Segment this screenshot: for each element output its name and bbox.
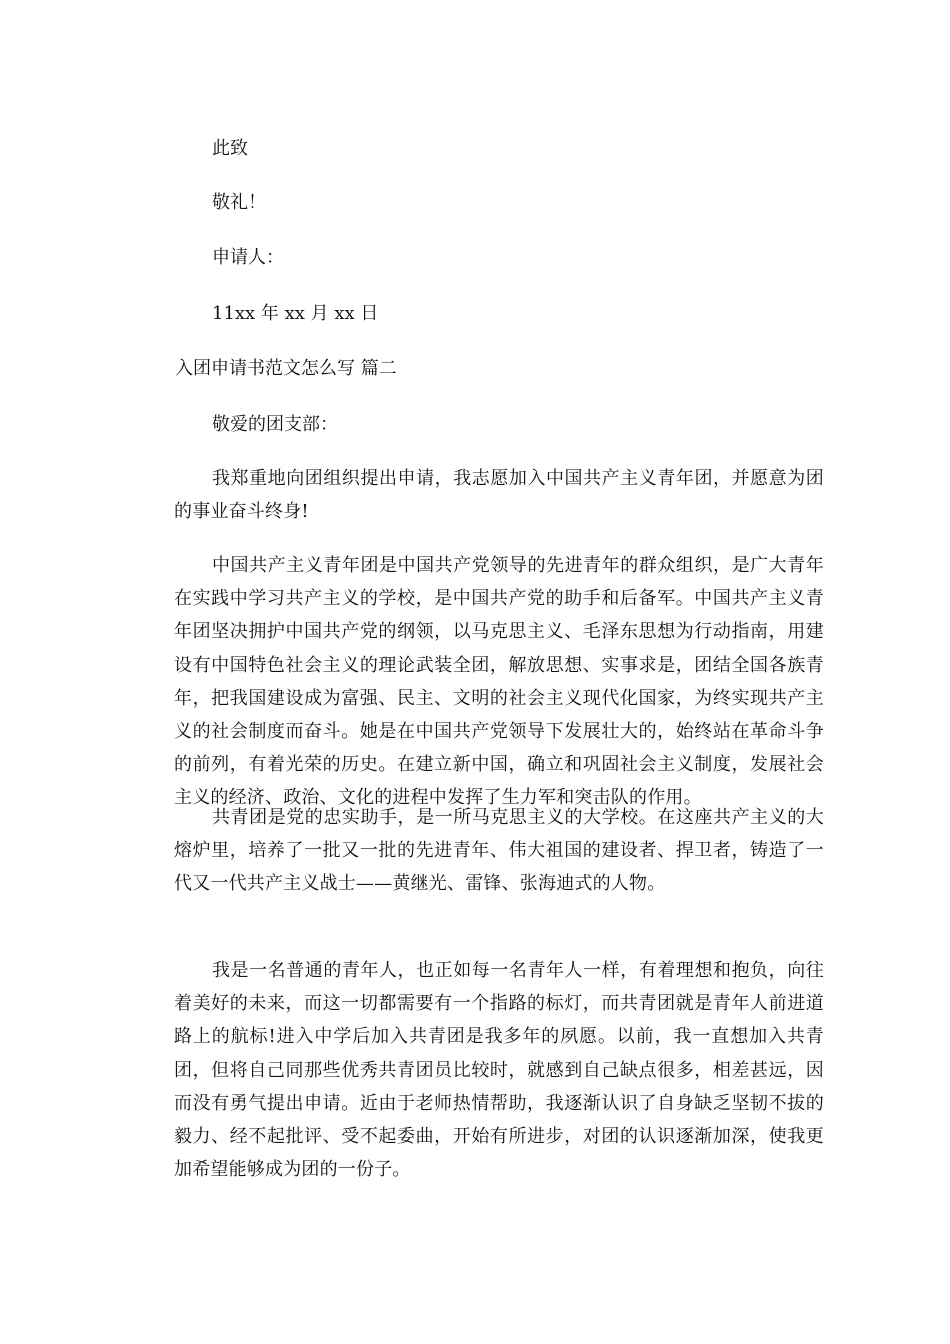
closing-salutation: 此致 <box>212 138 248 159</box>
paragraph-2: 中国共产主义青年团是中国共产党领导的先进青年的群众组织，是广大青年在实践中学习共产主义的学校，是中国共产党的助手和后备军。中国共产主义青年团坚决拥护中国共产党的纲领，以马克思主义、毛泽东思想为行动指南，用建设有中国特色社会主义的理论武装全团，解放思想、实事求是，团结全国各族青年，把我国建设成为富强、民主、文明的社会主义现代化国家，为终实现共产主义的社会制度而奋斗。她是在中国共产党领导下发展壮大的，始终站在革命斗争的前列，有着光荣的历史。在建立新中国，确立和巩固社会主义制度，发展社会主义的经济、政治、文化的进程中发挥了生力军和突击队的作用。 <box>174 555 824 809</box>
addressee: 敬爱的团支部： <box>212 414 338 435</box>
closing-respect: 敬礼！ <box>212 192 266 213</box>
application-date: 11xx 年 xx 月 xx 日 <box>212 303 379 324</box>
applicant-label: 申请人： <box>212 247 284 268</box>
section-title: 入团申请书范文怎么写 篇二 <box>175 358 397 379</box>
paragraph-4: 我是一名普通的青年人，也正如每一名青年人一样，有着理想和抱负，向往着美好的未来，而这一切都需要有一个指路的标灯，而共青团就是青年人前进道路上的航标!进入中学后加入共青团是我多年的夙愿。以前，我一直想加入共青团，但将自己同那些优秀共青团员比较时，就感到自己缺点很多，相差甚远，因而没有勇气提出申请。近由于老师热情帮助，我逐渐认识了自身缺乏坚韧不拔的毅力、经不起批评、受不起委曲，开始有所进步，对团的认识逐渐加深，使我更加希望能够成为团的一份子。 <box>174 960 824 1181</box>
paragraph-3: 共青团是党的忠实助手，是一所马克思主义的大学校。在这座共产主义的大熔炉里，培养了一批又一批的先进青年、伟大祖国的建设者、捍卫者，铸造了一代又一代共产主义战士——黄继光、雷锋、张海迪式的人物。 <box>174 807 824 895</box>
paragraph-1: 我郑重地向团组织提出申请，我志愿加入中国共产主义青年团，并愿意为团的事业奋斗终身! <box>174 468 824 523</box>
